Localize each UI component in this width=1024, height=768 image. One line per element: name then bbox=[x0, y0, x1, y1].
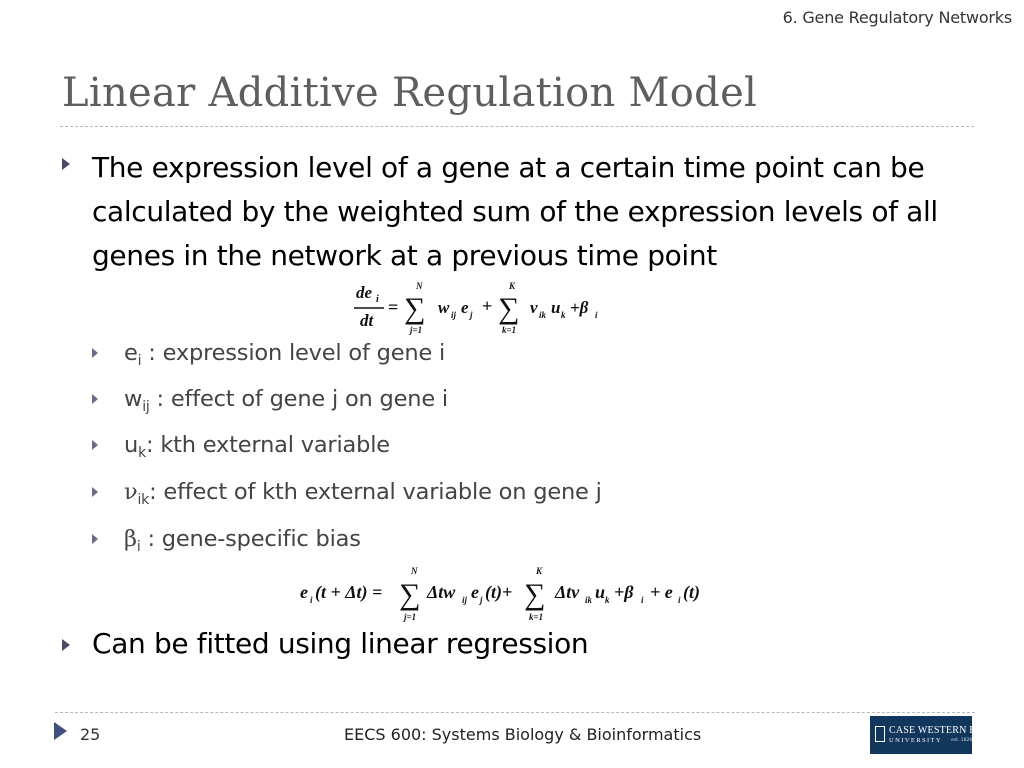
logo-line-3: est. 1826 bbox=[951, 738, 973, 743]
eq-dt: dt bbox=[360, 311, 374, 330]
eq2-dtv: Δtv bbox=[555, 582, 580, 602]
eq-sum1-lower: j=1 bbox=[410, 325, 423, 335]
eq2-u: u bbox=[595, 582, 606, 602]
eq-v: v bbox=[530, 298, 538, 317]
eq2-beta: +β bbox=[614, 582, 634, 602]
bullet-text: The expression level of a gene at a certain time point can be calculated by the weighted sum of the expression levels of all genes in the network at a previous time point bbox=[92, 151, 938, 272]
eq-e-sub: j bbox=[470, 310, 473, 320]
logo-emblem-icon bbox=[875, 726, 885, 742]
logo-line-1: CASE WESTERN RESERVE bbox=[889, 725, 1015, 736]
eq2-ej-arg: (t)+ bbox=[485, 582, 513, 602]
symbol: ν bbox=[124, 479, 138, 505]
eq-e: e bbox=[461, 298, 469, 317]
eq2-dtw-sub: ij bbox=[462, 595, 468, 605]
eq-plus: + bbox=[482, 296, 493, 316]
definition-item-beta bbox=[92, 526, 361, 555]
definition-text: : kth external variable bbox=[145, 432, 390, 458]
bullet-text: Can be fitted using linear regression bbox=[92, 627, 589, 660]
definition-item-nu bbox=[92, 479, 602, 508]
eq2-lhs-arg: (t + Δt) = bbox=[315, 582, 383, 602]
differential-equation-svg bbox=[346, 280, 616, 338]
symbol-subscript: i bbox=[137, 353, 142, 369]
symbol-subscript: ik bbox=[137, 492, 150, 508]
eq-beta-sub: i bbox=[595, 310, 598, 320]
eq2-ei-sub: i bbox=[678, 595, 681, 605]
eq-w-sub: ij bbox=[451, 310, 457, 320]
eq2-beta-sub: i bbox=[641, 595, 644, 605]
logo-line-2: UNIVERSITY bbox=[889, 737, 942, 744]
sum-symbol-3: ∑ bbox=[399, 578, 421, 611]
definition-text: : effect of gene j on gene i bbox=[149, 386, 448, 412]
eq2-ej: e bbox=[471, 582, 479, 602]
eq-dei-sub: i bbox=[376, 294, 379, 305]
bullet-arrow-icon bbox=[62, 639, 70, 651]
course-title: EECS 600: Systems Biology & Bioinformatics bbox=[344, 725, 702, 744]
eq2-ei-arg: (t) bbox=[683, 582, 700, 602]
eq-sum2-upper: K bbox=[509, 281, 516, 291]
sum-symbol-1: ∑ bbox=[404, 292, 426, 325]
eq2-ej-sub: j bbox=[480, 595, 483, 605]
eq2-u-sub: k bbox=[605, 595, 610, 605]
footer-divider bbox=[55, 712, 975, 713]
definition-text: : gene-specific bias bbox=[140, 526, 361, 552]
eq-equals: = bbox=[388, 297, 399, 317]
symbol: e bbox=[124, 340, 138, 366]
symbol: u bbox=[124, 432, 139, 458]
sub-bullet-arrow-icon bbox=[92, 487, 98, 497]
definition-item-u bbox=[92, 432, 390, 461]
bullet-item bbox=[62, 146, 972, 278]
definition-text: : effect of kth external variable on gene j bbox=[149, 479, 602, 505]
definition-item-w bbox=[92, 386, 448, 415]
eq-dei: de bbox=[356, 283, 373, 302]
eq2-sum2-upper: K bbox=[536, 566, 543, 576]
eq2-sum1-lower: j=1 bbox=[404, 612, 417, 622]
university-logo bbox=[870, 716, 1015, 754]
eq-sum1-upper: N bbox=[416, 281, 423, 291]
title-divider bbox=[60, 126, 974, 127]
discrete-equation-svg bbox=[296, 562, 716, 624]
eq-sum2-lower: k=1 bbox=[502, 325, 517, 335]
sub-bullet-arrow-icon bbox=[92, 348, 98, 358]
definition-text: : expression level of gene i bbox=[141, 340, 446, 366]
symbol: β bbox=[124, 526, 137, 552]
eq2-e-sub: i bbox=[310, 595, 313, 605]
sub-bullet-arrow-icon bbox=[92, 394, 98, 404]
differential-equation bbox=[346, 280, 616, 338]
eq2-dtw: Δtw bbox=[427, 582, 456, 602]
eq2-e: e bbox=[300, 582, 308, 602]
definition-item-e bbox=[92, 340, 446, 369]
eq-w: w bbox=[438, 298, 450, 317]
sub-bullet-arrow-icon bbox=[92, 440, 98, 450]
eq-v-sub: ik bbox=[539, 310, 547, 320]
section-label: 6. Gene Regulatory Networks bbox=[782, 8, 1012, 27]
eq2-ei: + e bbox=[650, 582, 673, 602]
sum-symbol-2: ∑ bbox=[498, 292, 520, 325]
sum-symbol-4: ∑ bbox=[524, 578, 546, 611]
symbol-subscript: i bbox=[136, 539, 141, 555]
sub-bullet-arrow-icon bbox=[92, 534, 98, 544]
slide-title: Linear Additive Regulation Model bbox=[62, 70, 758, 116]
footer-arrow-icon bbox=[54, 722, 67, 740]
symbol: w bbox=[124, 386, 143, 412]
bullet-item bbox=[62, 622, 972, 666]
bullet-arrow-icon bbox=[62, 158, 70, 170]
symbol-subscript: k bbox=[138, 445, 146, 461]
page-number: 25 bbox=[80, 725, 101, 744]
discrete-equation bbox=[296, 562, 716, 624]
eq-u-sub: k bbox=[561, 310, 566, 320]
eq-u: u bbox=[551, 298, 561, 317]
symbol-subscript: ij bbox=[142, 399, 150, 415]
eq2-dtv-sub: ik bbox=[585, 595, 593, 605]
eq2-sum1-upper: N bbox=[411, 566, 418, 576]
eq2-sum2-lower: k=1 bbox=[529, 612, 544, 622]
eq-beta: +β bbox=[570, 298, 589, 317]
